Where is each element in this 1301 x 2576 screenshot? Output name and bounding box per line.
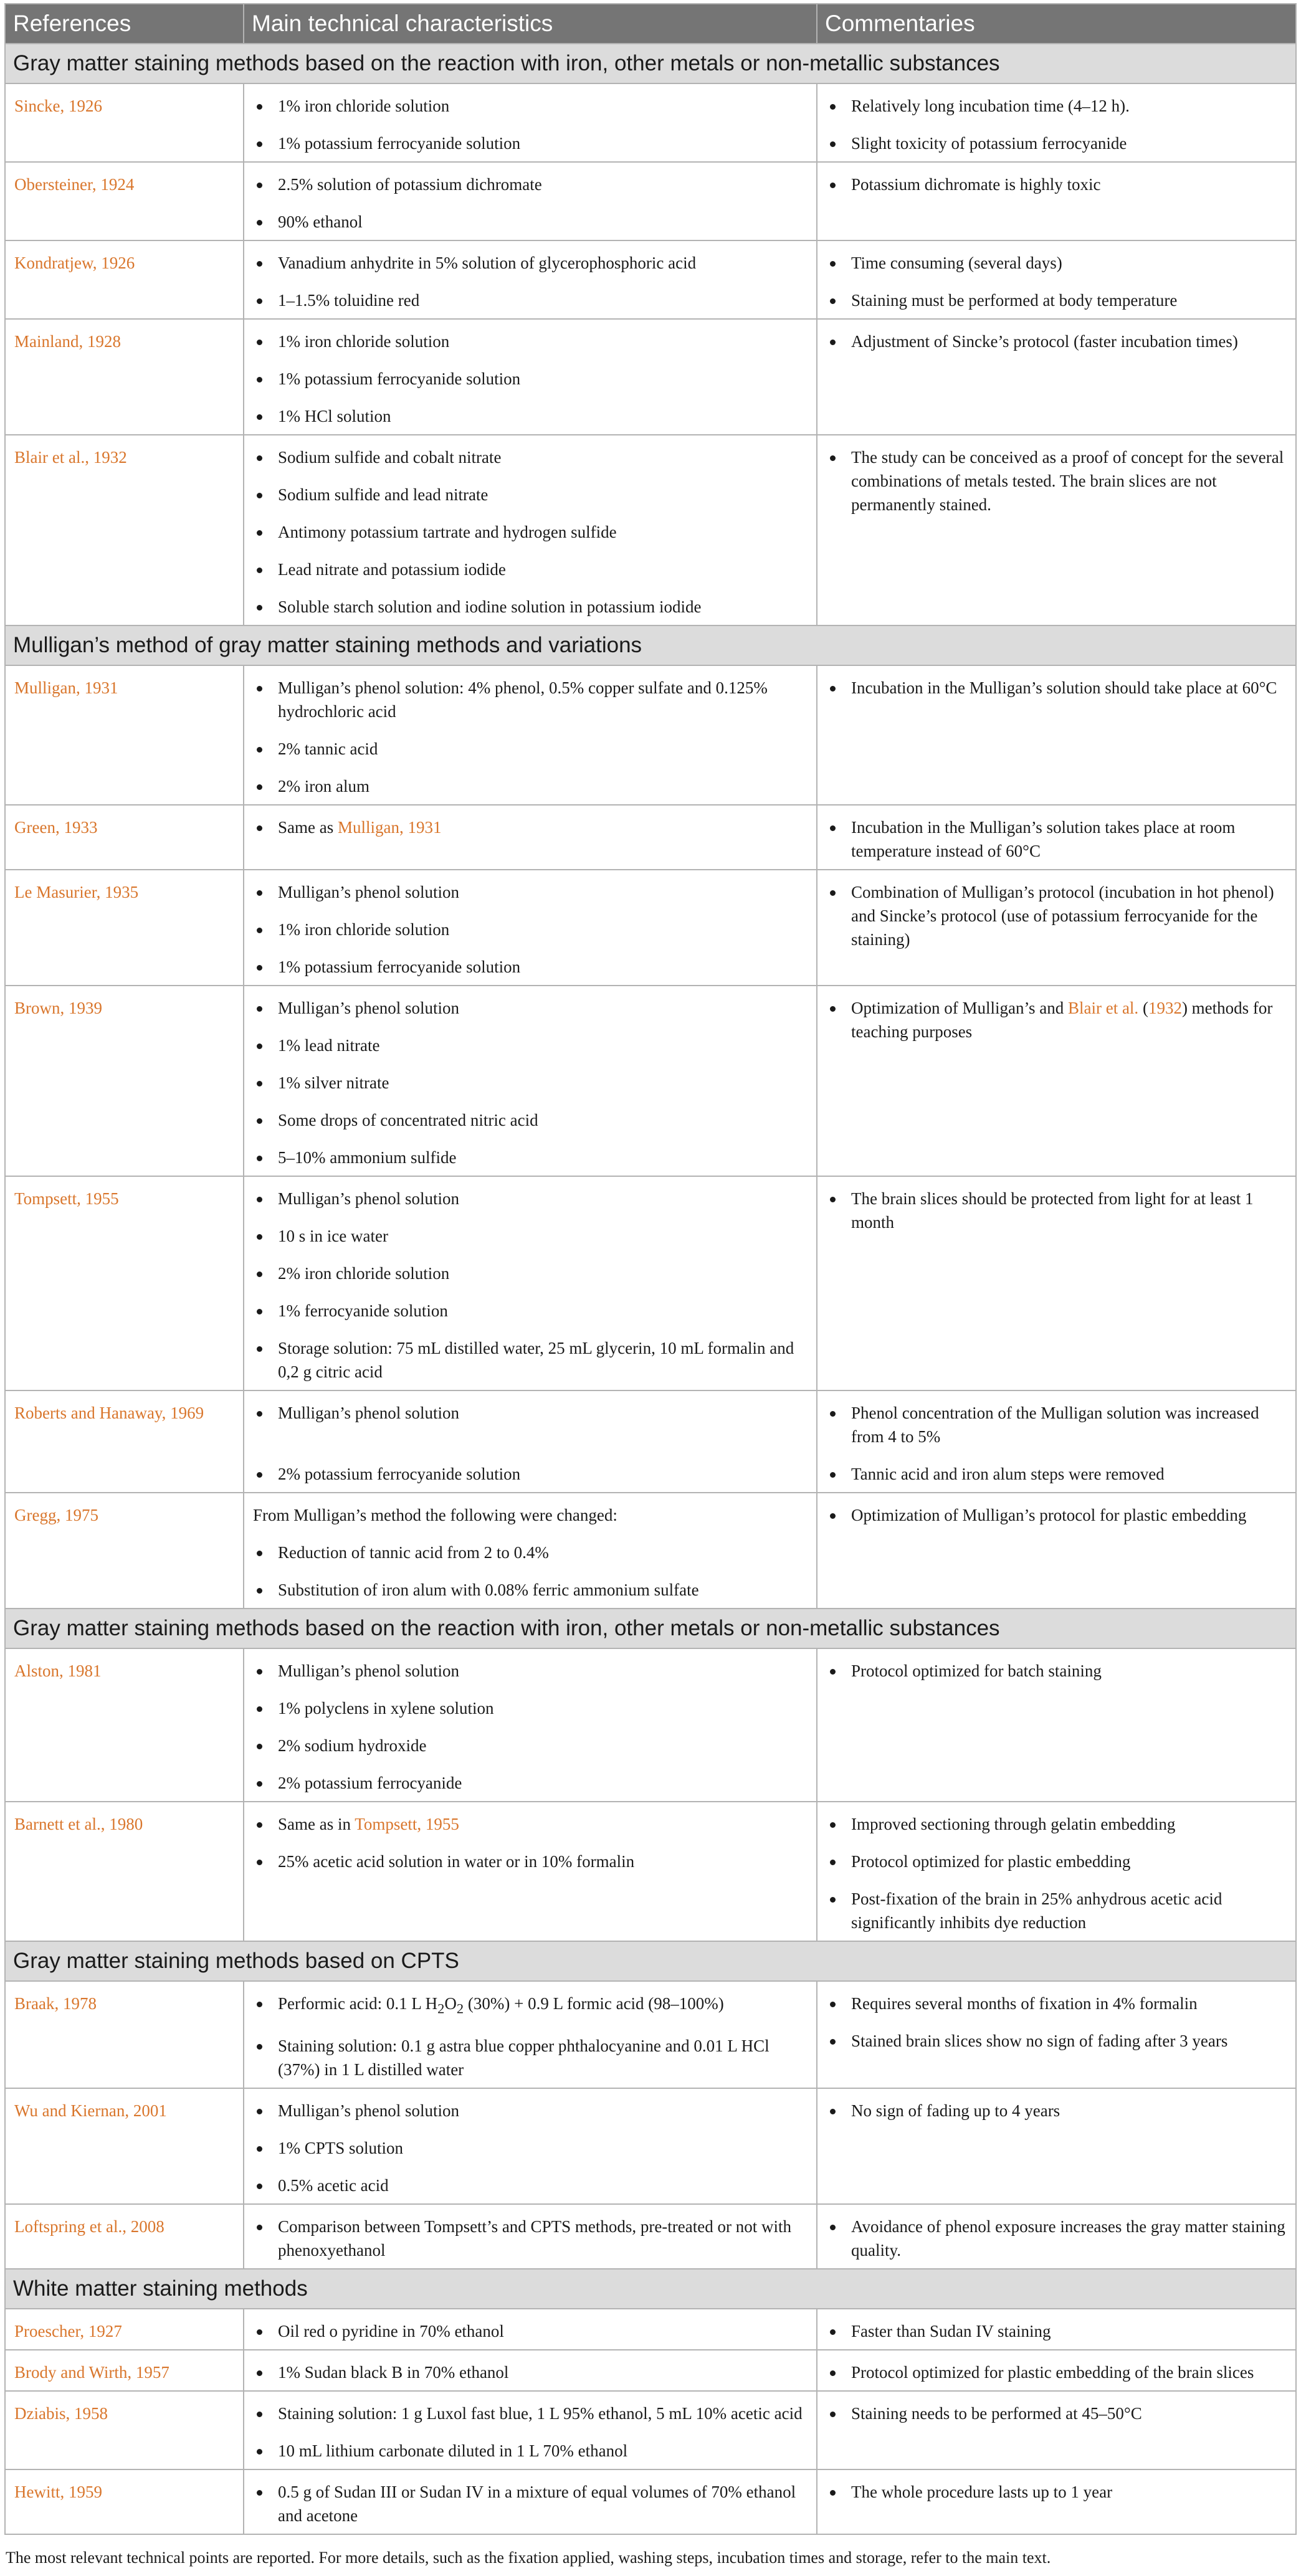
commentary-item: Tannic acid and iron alum steps were removed	[826, 1462, 1287, 1486]
reference-link[interactable]: Tompsett, 1955	[5, 1176, 244, 1390]
table-row	[5, 2391, 1296, 2469]
commentary-list	[826, 1187, 1287, 1234]
table-row	[5, 2088, 1296, 2204]
commentary-cell	[817, 240, 1296, 319]
reference-link[interactable]: Kondratjew, 1926	[5, 240, 244, 319]
characteristics-cell	[244, 1390, 817, 1493]
commentary-item: Relatively long incubation time (4–12 h).	[826, 94, 1287, 118]
characteristics-item: Mulligan’s phenol solution	[253, 880, 808, 904]
characteristics-item: 2% tannic acid	[253, 737, 808, 761]
characteristics-item: 1% potassium ferrocyanide solution	[253, 131, 808, 155]
section-row	[5, 625, 1296, 665]
section-title: Gray matter staining methods based on the reaction with iron, other metals or non-metallic substances	[5, 1609, 1296, 1648]
formula-subscript: 2	[437, 2000, 445, 2017]
table-row	[5, 2204, 1296, 2269]
reference-link[interactable]: Mulligan, 1931	[5, 665, 244, 805]
characteristics-item: 1% silver nitrate	[253, 1071, 808, 1095]
characteristics-item: Reduction of tannic acid from 2 to 0.4%	[253, 1541, 808, 1564]
characteristics-item: 5–10% ammonium sulfide	[253, 1146, 808, 1169]
commentary-cell	[817, 162, 1296, 240]
table-row	[5, 1493, 1296, 1609]
characteristics-item: Oil red o pyridine in 70% ethanol	[253, 2319, 808, 2343]
characteristics-item: Antimony potassium tartrate and hydrogen sulfide	[253, 520, 808, 544]
characteristics-list	[253, 173, 808, 234]
reference-link[interactable]: Blair et al., 1932	[5, 435, 244, 625]
characteristics-item: Lead nitrate and potassium iodide	[253, 558, 808, 581]
reference-link[interactable]: Dziabis, 1958	[5, 2391, 244, 2469]
characteristics-item: 2% potassium ferrocyanide solution	[253, 1462, 808, 1486]
characteristics-cell	[244, 1802, 817, 1941]
characteristics-list	[253, 2034, 808, 2081]
characteristics-list	[253, 1850, 808, 1873]
commentary-item: Avoidance of phenol exposure increases the gray matter staining quality.	[826, 2215, 1287, 2262]
commentary-cell	[817, 1493, 1296, 1609]
table-header	[5, 4, 1296, 44]
section-title: Gray matter staining methods based on CPTS	[5, 1941, 1296, 1981]
staining-methods-table	[4, 3, 1297, 2535]
characteristics-cell	[244, 2309, 817, 2350]
characteristics-cell	[244, 435, 817, 625]
reference-link[interactable]: Proescher, 1927	[5, 2309, 244, 2350]
characteristics-item: 0.5% acetic acid	[253, 2174, 808, 2197]
table-row	[5, 1802, 1296, 1941]
reference-link[interactable]: Alston, 1981	[5, 1648, 244, 1802]
table-row	[5, 1390, 1296, 1493]
characteristics-cell	[244, 162, 817, 240]
characteristics-cell	[244, 665, 817, 805]
table-row	[5, 1176, 1296, 1390]
characteristics-list	[253, 2319, 808, 2343]
characteristics-item: Some drops of concentrated nitric acid	[253, 1108, 808, 1132]
commentary-item: Protocol optimized for plastic embedding	[826, 1850, 1287, 1873]
characteristics-list	[253, 1541, 808, 1602]
table-row	[5, 1981, 1296, 2088]
commentary-item: Slight toxicity of potassium ferrocyanide	[826, 131, 1287, 155]
characteristics-item: Soluble starch solution and iodine solution in potassium iodide	[253, 595, 808, 619]
characteristics-cell	[244, 870, 817, 986]
commentary-item: Adjustment of Sincke’s protocol (faster incubation times)	[826, 330, 1287, 353]
reference-link[interactable]: Green, 1933	[5, 805, 244, 870]
characteristics-cell	[244, 2350, 817, 2391]
characteristics-item: Staining solution: 1 g Luxol fast blue, 1 L 95% ethanol, 5 mL 10% acetic acid	[253, 2402, 808, 2425]
commentary-list	[826, 445, 1287, 516]
table-row	[5, 435, 1296, 625]
commentary-list	[826, 1503, 1287, 1527]
characteristics-cell	[244, 83, 817, 162]
characteristics-item: Mulligan’s phenol solution	[253, 1187, 808, 1210]
commentary-item: The whole procedure lasts up to 1 year	[826, 2480, 1287, 2504]
characteristics-cell	[244, 2088, 817, 2204]
characteristics-cell	[244, 240, 817, 319]
reference-link[interactable]: Blair et al.	[1067, 999, 1139, 1017]
characteristics-item: 1–1.5% toluidine red	[253, 288, 808, 312]
characteristics-cell	[244, 1981, 817, 2088]
characteristics-list	[253, 1187, 808, 1384]
commentary-list	[826, 676, 1287, 700]
section-title: Gray matter staining methods based on the reaction with iron, other metals or non-metallic substances	[5, 44, 1296, 83]
section-title: White matter staining methods	[5, 2269, 1296, 2309]
commentary-item: Requires several months of fixation in 4% formalin	[826, 1992, 1287, 2015]
reference-link[interactable]: Brown, 1939	[5, 986, 244, 1176]
characteristics-item: 1% polyclens in xylene solution	[253, 1696, 808, 1720]
commentary-cell	[817, 435, 1296, 625]
characteristics-item: Comparison between Tompsett’s and CPTS methods, pre-treated or not with phenoxyethanol	[253, 2215, 808, 2262]
commentary-text: ) methods for teaching purposes	[851, 999, 1273, 1041]
formula-text: Performic acid: 0.1 L H	[278, 1994, 438, 2013]
reference-link[interactable]: Le Masurier, 1935	[5, 870, 244, 986]
characteristics-item: 1% potassium ferrocyanide solution	[253, 367, 808, 391]
reference-link[interactable]: Mulligan, 1931	[337, 818, 442, 837]
commentary-item: No sign of fading up to 4 years	[826, 2099, 1287, 2122]
characteristics-cell	[244, 1176, 817, 1390]
characteristics-list	[253, 1659, 808, 1795]
commentary-item: Incubation in the Mulligan’s solution should take place at 60°C	[826, 676, 1287, 700]
characteristics-intro: From Mulligan’s method the following were changed:	[253, 1506, 617, 1524]
characteristics-item: 2% potassium ferrocyanide	[253, 1771, 808, 1795]
reference-link[interactable]: Gregg, 1975	[5, 1493, 244, 1609]
commentary-cell	[817, 2469, 1296, 2534]
reference-link[interactable]: Sincke, 1926	[5, 83, 244, 162]
characteristics-cell	[244, 2469, 817, 2534]
commentary-item: Phenol concentration of the Mulligan solution was increased from 4 to 5%	[826, 1401, 1287, 1448]
characteristics-item: 1% potassium ferrocyanide solution	[253, 955, 808, 979]
commentary-item: The brain slices should be protected from light for at least 1 month	[826, 1187, 1287, 1234]
characteristics-item: 1% ferrocyanide solution	[253, 1299, 808, 1323]
reference-link[interactable]: Tompsett, 1955	[355, 1815, 459, 1833]
commentary-item: Stained brain slices show no sign of fading after 3 years	[826, 2029, 1287, 2053]
characteristics-list	[253, 676, 808, 798]
commentary-item: Combination of Mulligan’s protocol (incubation in hot phenol) and Sincke’s protocol (use of potassium ferrocyanide for the staining)	[826, 880, 1287, 951]
commentary-item: Protocol optimized for batch staining	[826, 1659, 1287, 1683]
reference-link[interactable]: Mainland, 1928	[5, 319, 244, 435]
commentary-cell	[817, 1802, 1296, 1941]
commentary-list	[826, 1812, 1287, 1934]
characteristics-item: Vanadium anhydrite in 5% solution of glycerophosphoric acid	[253, 251, 808, 275]
characteristics-cell	[244, 319, 817, 435]
table-row	[5, 319, 1296, 435]
characteristics-list	[253, 996, 808, 1169]
commentary-item: Improved sectioning through gelatin embedding	[826, 1812, 1287, 1836]
commentary-item: Staining must be performed at body temperature	[826, 288, 1287, 312]
section-row	[5, 1609, 1296, 1648]
characteristics-item: 1% lead nitrate	[253, 1034, 808, 1057]
reference-link[interactable]: Obersteiner, 1924	[5, 162, 244, 240]
characteristics-text: Same as in	[278, 1815, 355, 1833]
commentary-item: Optimization of Mulligan’s protocol for plastic embedding	[826, 1503, 1287, 1527]
characteristics-list	[253, 330, 808, 428]
characteristics-list	[253, 2215, 808, 2262]
section-row	[5, 2269, 1296, 2309]
characteristics-item: Mulligan’s phenol solution: 4% phenol, 0.5% copper sulfate and 0.125% hydrochloric acid	[253, 676, 808, 723]
commentary-cell	[817, 1981, 1296, 2088]
characteristics-item: 90% ethanol	[253, 210, 808, 234]
reference-link[interactable]: Brody and Wirth, 1957	[5, 2350, 244, 2391]
formula-text: (30%) + 0.9 L formic acid (98–100%)	[464, 1994, 724, 2013]
characteristics-list	[253, 1812, 808, 1836]
commentary-list	[826, 2360, 1287, 2384]
commentary-cell	[817, 1648, 1296, 1802]
characteristics-cell	[244, 986, 817, 1176]
commentary-list	[826, 2480, 1287, 2504]
reference-link[interactable]: Braak, 1978	[5, 1981, 244, 2088]
characteristics-item	[253, 815, 808, 839]
commentary-text: Optimization of Mulligan’s and	[851, 999, 1068, 1017]
table-row	[5, 2350, 1296, 2391]
characteristics-item: 1% Sudan black B in 70% ethanol	[253, 2360, 808, 2384]
table-row	[5, 665, 1296, 805]
characteristics-item: 2% iron alum	[253, 774, 808, 798]
table-row	[5, 162, 1296, 240]
characteristics-item: 10 s in ice water	[253, 1224, 808, 1248]
reference-link[interactable]: Barnett et al., 1980	[5, 1802, 244, 1941]
characteristics-item: 0.5 g of Sudan III or Sudan IV in a mixture of equal volumes of 70% ethanol and acetone	[253, 2480, 808, 2527]
characteristics-item: Storage solution: 75 mL distilled water, 25 mL glycerin, 10 mL formalin and 0,2 g citric acid	[253, 1336, 808, 1384]
commentary-item: Time consuming (several days)	[826, 251, 1287, 275]
characteristics-item: Mulligan’s phenol solution	[253, 996, 808, 1020]
commentary-list	[826, 2099, 1287, 2122]
commentary-list	[826, 2319, 1287, 2343]
table-row	[5, 2309, 1296, 2350]
characteristics-item: Mulligan’s phenol solution	[253, 1401, 808, 1425]
commentary-list	[826, 815, 1287, 863]
commentary-list	[826, 2402, 1287, 2425]
commentary-item: The study can be conceived as a proof of concept for the several combinations of metals tested. The brain slices are not permanently stained.	[826, 445, 1287, 516]
characteristics-item: 25% acetic acid solution in water or in 10% formalin	[253, 1850, 808, 1873]
characteristics-item: Substitution of iron alum with 0.08% ferric ammonium sulfate	[253, 1578, 808, 1602]
characteristics-list	[253, 815, 808, 839]
characteristics-item: 1% iron chloride solution	[253, 330, 808, 353]
commentary-cell	[817, 665, 1296, 805]
characteristics-list	[253, 1401, 808, 1486]
table-body	[5, 44, 1296, 2534]
table-row	[5, 986, 1296, 1176]
formula-text: O	[444, 1994, 457, 2013]
commentary-cell	[817, 2309, 1296, 2350]
commentary-list	[826, 94, 1287, 155]
commentary-item: Protocol optimized for plastic embedding of the brain slices	[826, 2360, 1287, 2384]
commentary-item: Faster than Sudan IV staining	[826, 2319, 1287, 2343]
characteristics-list	[253, 251, 808, 312]
commentary-cell	[817, 2391, 1296, 2469]
table-footnote: The most relevant technical points are reported. For more details, such as the fixation applied, washing steps, incubation times and storage, refer to the main text.	[6, 2549, 1051, 2567]
commentary-cell	[817, 805, 1296, 870]
characteristics-item: 2% sodium hydroxide	[253, 1734, 808, 1757]
table-row	[5, 870, 1296, 986]
commentary-cell	[817, 986, 1296, 1176]
commentary-item	[826, 996, 1287, 1043]
characteristics-list	[253, 445, 808, 619]
section-row	[5, 44, 1296, 83]
characteristics-list	[253, 2402, 808, 2463]
table-row	[5, 805, 1296, 870]
characteristics-item: Mulligan’s phenol solution	[253, 1659, 808, 1683]
commentary-item: Staining needs to be performed at 45–50°C	[826, 2402, 1287, 2425]
commentary-list	[826, 173, 1287, 196]
characteristics-item: Sodium sulfide and cobalt nitrate	[253, 445, 808, 469]
characteristics-item	[253, 1812, 808, 1836]
commentary-list	[826, 251, 1287, 312]
commentary-cell	[817, 2350, 1296, 2391]
commentary-text: (	[1138, 999, 1148, 1017]
characteristics-cell	[244, 1493, 817, 1609]
characteristics-list	[253, 2099, 808, 2197]
commentary-list	[826, 1401, 1287, 1486]
header-references: References	[5, 4, 244, 44]
characteristics-item: 2.5% solution of potassium dichromate	[253, 173, 808, 196]
commentary-list	[826, 330, 1287, 353]
table-row	[5, 2469, 1296, 2534]
reference-link[interactable]: Loftspring et al., 2008	[5, 2204, 244, 2269]
characteristics-list	[253, 2360, 808, 2384]
section-title: Mulligan’s method of gray matter staining methods and variations	[5, 625, 1296, 665]
characteristics-item: Sodium sulfide and lead nitrate	[253, 483, 808, 506]
commentary-list	[826, 880, 1287, 951]
characteristics-item: 1% iron chloride solution	[253, 94, 808, 118]
characteristics-item: Staining solution: 0.1 g astra blue copper phthalocyanine and 0.01 L HCl (37%) in 1 L distilled water	[253, 2034, 808, 2081]
section-row	[5, 1941, 1296, 1981]
characteristics-list	[253, 1992, 808, 2020]
characteristics-item: 10 mL lithium carbonate diluted in 1 L 70% ethanol	[253, 2439, 808, 2463]
commentary-item: Post-fixation of the brain in 25% anhydrous acetic acid significantly inhibits dye reduction	[826, 1887, 1287, 1934]
commentary-cell	[817, 83, 1296, 162]
header-commentaries: Commentaries	[817, 4, 1296, 44]
characteristics-list	[253, 2480, 808, 2527]
commentary-cell	[817, 1390, 1296, 1493]
characteristics-cell	[244, 805, 817, 870]
commentary-cell	[817, 1176, 1296, 1390]
commentary-cell	[817, 870, 1296, 986]
commentary-item: Potassium dichromate is highly toxic	[826, 173, 1287, 196]
formula-subscript: 2	[456, 2000, 464, 2017]
reference-link[interactable]: 1932	[1148, 999, 1182, 1017]
characteristics-cell	[244, 2204, 817, 2269]
commentary-list	[826, 1992, 1287, 2053]
characteristics-item: 1% CPTS solution	[253, 2136, 808, 2160]
commentary-cell	[817, 2204, 1296, 2269]
reference-link[interactable]: Hewitt, 1959	[5, 2469, 244, 2534]
reference-link[interactable]: Wu and Kiernan, 2001	[5, 2088, 244, 2204]
commentary-cell	[817, 2088, 1296, 2204]
characteristics-item: 1% iron chloride solution	[253, 918, 808, 941]
characteristics-cell	[244, 1648, 817, 1802]
characteristics-item	[253, 1992, 808, 2020]
characteristics-item: 2% iron chloride solution	[253, 1262, 808, 1285]
characteristics-cell	[244, 2391, 817, 2469]
table-row	[5, 83, 1296, 162]
commentary-cell	[817, 319, 1296, 435]
commentary-list	[826, 1659, 1287, 1683]
commentary-list	[826, 2215, 1287, 2262]
table-row	[5, 1648, 1296, 1802]
table-row	[5, 240, 1296, 319]
characteristics-item: 1% HCl solution	[253, 404, 808, 428]
header-main-technical-characteristics: Main technical characteristics	[244, 4, 817, 44]
reference-link[interactable]: Roberts and Hanaway, 1969	[5, 1390, 244, 1493]
characteristics-text: Same as	[278, 818, 338, 837]
commentary-item: Incubation in the Mulligan’s solution takes place at room temperature instead of 60°C	[826, 815, 1287, 863]
characteristics-list	[253, 94, 808, 155]
characteristics-item: Mulligan’s phenol solution	[253, 2099, 808, 2122]
characteristics-list	[253, 880, 808, 979]
commentary-list	[826, 996, 1287, 1043]
